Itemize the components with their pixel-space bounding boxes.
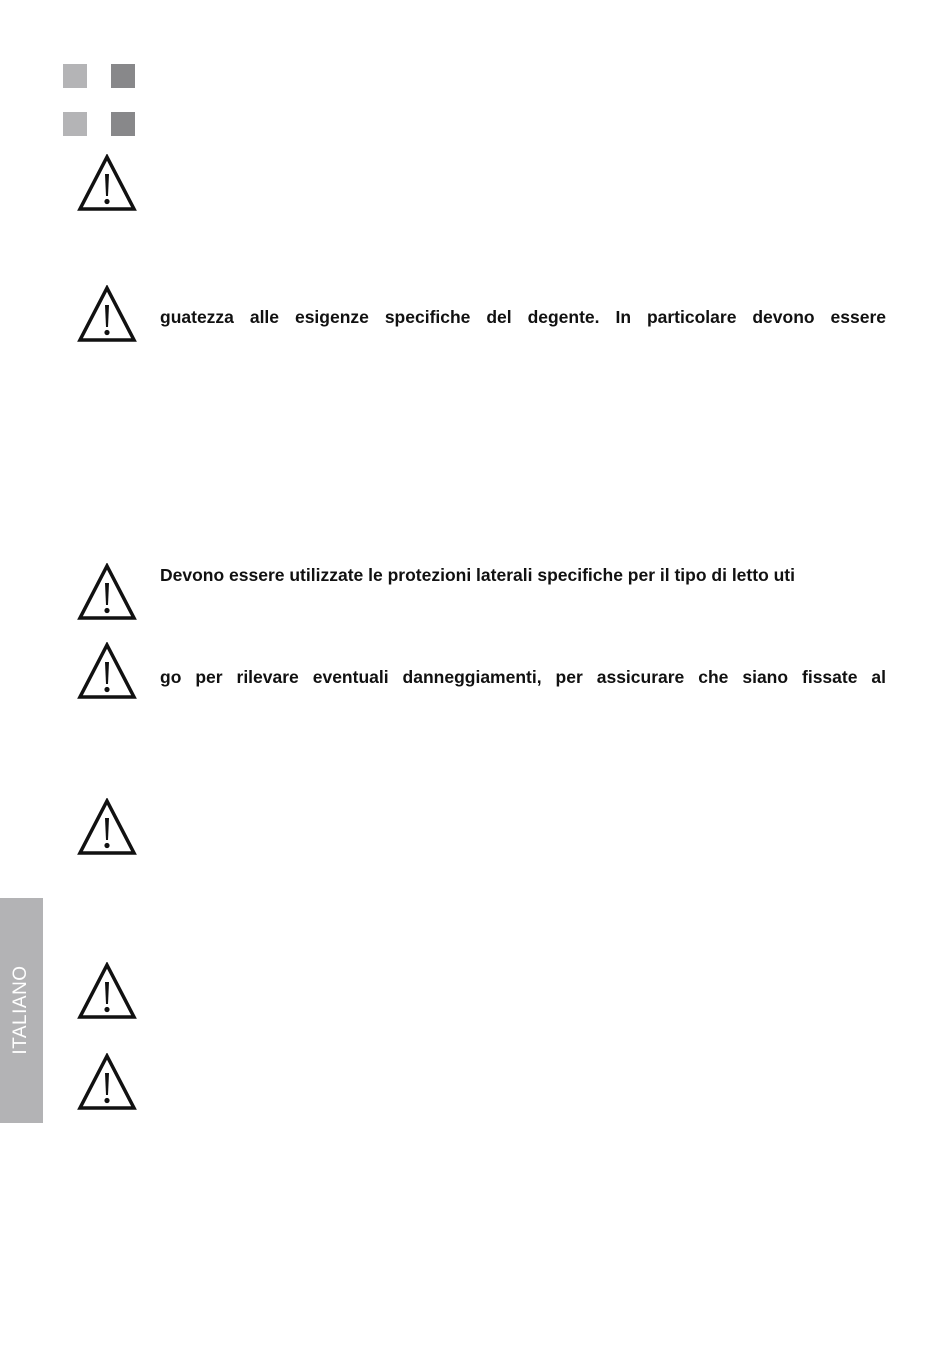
decor-square-dark-2 (111, 112, 135, 136)
warning-text-line: Devono essere utilizzate le protezioni laterali specifiche per il tipo di letto uti (160, 565, 795, 585)
warning-triangle-icon (77, 962, 137, 1020)
warning-text-line: guatezza alle esigenze specifiche del degente. In particolare devono essere (160, 307, 886, 327)
language-tab-label: ITALIANO (10, 965, 31, 1055)
decor-square-light-1 (63, 64, 87, 88)
warning-text-line: go per rilevare eventuali danneggiamenti, per assicurare che siano fissate al (160, 667, 886, 687)
warning-triangle-icon (77, 642, 137, 700)
warning-triangle-icon (77, 563, 137, 621)
decor-square-dark-1 (111, 64, 135, 88)
warning-triangle-icon (77, 154, 137, 212)
warning-triangle-icon (77, 798, 137, 856)
decor-square-light-2 (63, 112, 87, 136)
warning-triangle-icon (77, 285, 137, 343)
warning-triangle-icon (77, 1053, 137, 1111)
